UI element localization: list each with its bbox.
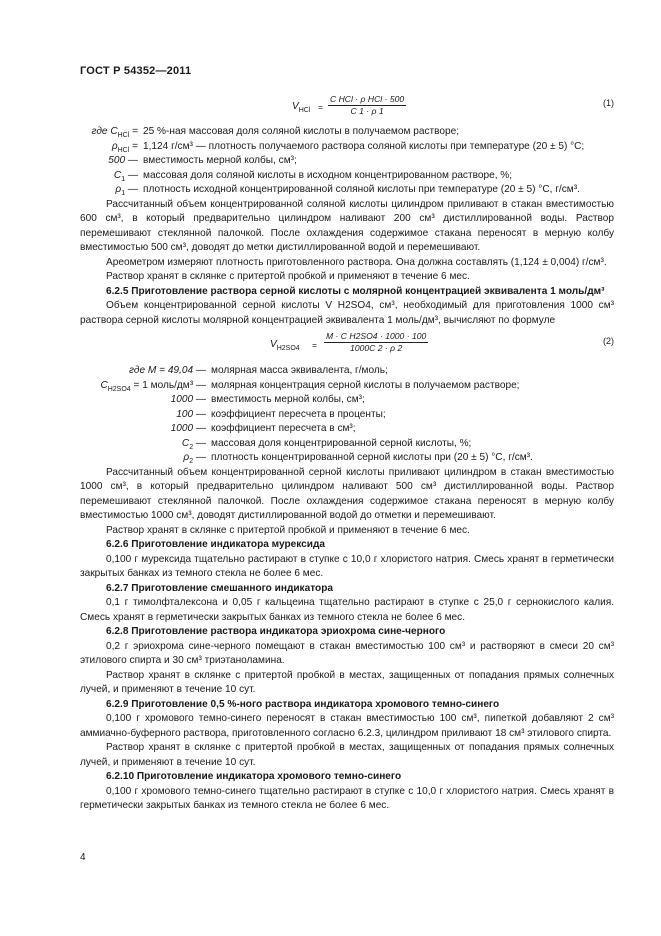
paragraph: Рассчитанный объем концентрированной соляной кислоты цилиндром приливают в стакан вместимостью 600 см³, в который предварительно цилиндром наливают 200 см³ дистиллированной воды. Раствор перемешивают стеклянной палочкой. После охлаждения содержимое стакана переносят в мерную колбу вместимостью 500 см³, доводят до метки дистиллированной водой и перемешивают. [80,198,614,253]
formula-1-definitions [80,125,614,198]
document-header: ГОСТ Р 54352—2011 [80,65,192,77]
section-heading: 6.2.9 Приготовление 0,5 %-ного раствора индикатора хромового темно-синего [106,698,500,710]
formula-2: $V_{H2SO4}$ = $\frac{\text{M · C H2SO4 · 1000 · 100}}{1000C 2 \cdot \rho 2}$ (2) [270,331,614,353]
definition-text: массовая доля концентрированной серной кислоты, %; [211,437,472,449]
definition-text: 1,124 г/см³ — плотность получаемого раствора соляной кислоты при температуре (20 ± 5) °С; [143,140,585,152]
definition-symbol: $C_2$ — [181,437,206,451]
definition-row [80,422,614,437]
section-heading: 6.2.8 Приготовление раствора индикатора эриохрома сине-черного [106,626,446,637]
definition-text: молярная масса эквивалента, г/моль; [211,365,388,376]
formula-1-numerator: C HCl · ρ HCl · 500 [330,94,405,104]
definition-symbol: $\rho_2$ — [183,452,206,466]
paragraph: 0,1 г тимолфталексона и 0,05 г кальцеина тщательно растирают в ступке с 25,0 г сернокислого калия. Смесь хранят в герметически закрытых банках из темного стекла не более 6 мес. [80,597,614,623]
definition-symbol: $C_{H2SO4} = 1$ моль/дм³ — [100,379,206,393]
paragraph-6-2-5: Объем концентрированной серной кислоты V H2SO4, см³, необходимый для приготовления 1000 см³ раствора серной кислоты молярной концентрацией эквивалента 1 моль/дм³, вычисляют по формуле [80,300,614,326]
definition-symbol: $C_1$ — [113,169,138,183]
definition-row [80,393,614,408]
definition-row [80,125,614,140]
definition-symbol: 100 — [176,408,206,420]
definition-text: вместимость мерной колбы, см³; [211,394,365,405]
definition-text: плотность исходной концентрированной соляной кислоты при температуре (20 ± 5) °С, г/см³. [143,184,580,195]
section-heading: 6.2.6 Приготовление индикатора мурексида [106,539,326,550]
paragraph: Рассчитанный объем концентрированной серной кислоты приливают цилиндром в стакан вместимостью 1000 см³, в который предварительно цилиндром наливают 500 см³ дистиллированной воды. Раствор перемешивают стеклянной палочкой. После охлаждения содержимое стакана переносят в мерную колбу вместимостью 1000 см³, доводят дистиллированной водой до отметки и перемешивают. [80,466,614,521]
formula-2-fraction [324,331,428,354]
definition-text: коэффициент пересчета в проценты; [211,408,386,420]
definition-text: массовая доля соляной кислоты в исходном концентрированном растворе, %; [143,169,513,181]
definition-row [80,437,614,452]
paragraph: Раствор хранят в склянке с притертой пробкой в местах, защищенных от попадания прямых солнечных лучей, и применяют в течение 10 сут. [80,669,614,695]
definition-row [80,408,614,423]
paragraph: Раствор хранят в склянке с притертой пробкой и применяют в течение 6 мес. [106,271,470,282]
definition-text: 25 %-ная массовая доля соляной кислоты в получаемом растворе; [143,126,460,137]
formula-2-number: (2) [603,336,614,346]
subsections [80,538,614,814]
definition-symbol: 500 — [108,155,138,166]
definition-text: плотность концентрированной серной кислоты при (20 ± 5) °С, г/см³. [211,452,533,463]
formula-1-fraction [328,94,406,117]
definition-text: вместимость мерной колбы, см³; [143,155,297,166]
paragraph: 0,100 г мурексида тщательно растирают в ступке с 10,0 г хлористого натрия. Смесь хранят в герметически закрытых банках из темного стекла не более 6 мес. [80,553,614,579]
formula-2-denominator: 1000C 2 · ρ 2 [350,343,403,353]
formula-1: $V_{HCl}$ = C HCl · ρ HCl · 500 C 1 · ρ 1 (1) [292,94,614,116]
definition-row [80,451,614,466]
formula-1-lhs: $V_{HCl}$ [292,101,311,115]
definition-row [80,183,614,198]
paragraph: 0,100 г хромового темно-синего переносят в стакан вместимостью 100 см³, пипеткой добавляют 2 см³ аммиачно-буферного раствора, приготовленного согласно 6.2.3, цилиндром приливают 18 см³ этилового спирта. [80,713,614,739]
definition-symbol: где M = 49,04 — [129,365,206,376]
definition-row [80,364,614,379]
paragraph: Раствор хранят в склянке с притертой пробкой и применяют в течение 6 мес. [106,524,470,536]
definition-row [80,154,614,169]
definition-text: коэффициент пересчета в см³; [211,423,356,434]
formula-2-definitions [80,364,614,466]
formula-2-numerator: M · C H2SO4 · 1000 · 100 [326,331,427,341]
definition-symbol: 1000 — [170,394,206,405]
section-heading: 6.2.10 Приготовление индикатора хромового темно-синего [106,771,402,782]
paragraph-group-a [80,198,614,285]
paragraph: 0,100 г хромового темно-синего тщательно растирают в ступке с 10,0 г хлористого натрия. Смесь хранят в герметически закрытых банках из темного стекла не более 6 мес. [80,785,614,811]
paragraph: Раствор хранят в склянке с притертой пробкой в местах, защищенных от попадания прямых солнечных лучей, и применяют в течение 10 сут. [80,742,614,768]
definition-symbol: где $C_{HCl}$ = [91,126,138,140]
definition-symbol: $\rho_{HCl}$ = [111,140,138,154]
definition-row [80,379,614,394]
definition-symbol: 1000 — [170,423,206,434]
section-heading: 6.2.7 Приготовление смешанного индикатора [106,582,333,594]
paragraph: 0,2 г эриохрома сине-черного помещают в стакан вместимостью 100 см³ и растворяют в смеси 20 см³ этилового спирта и 30 см³ триэтаноламина. [80,640,614,666]
definition-symbol: $\rho_1$ — [115,184,138,198]
page-body [80,94,614,814]
definition-text: молярная концентрация серной кислоты в получаемом растворе; [211,379,520,391]
formula-1-denominator: C 1 · ρ 1 [350,106,384,116]
section-heading-6-2-5: 6.2.5 Приготовление раствора серной кислоты с молярной концентрацией эквивалента 1 моль/дм³ [106,285,605,297]
paragraph: Ареометром измеряют плотность приготовленного раствора. Она должна составлять (1,124 ± 0,004) г/см³. [106,256,607,268]
definition-row [80,169,614,184]
definition-row [80,140,614,155]
paragraph-group-b [80,466,614,539]
page-number: 4 [80,852,86,863]
formula-2-lhs: $V_{H2SO4}$ [270,339,300,353]
formula-1-number: (1) [603,98,614,108]
